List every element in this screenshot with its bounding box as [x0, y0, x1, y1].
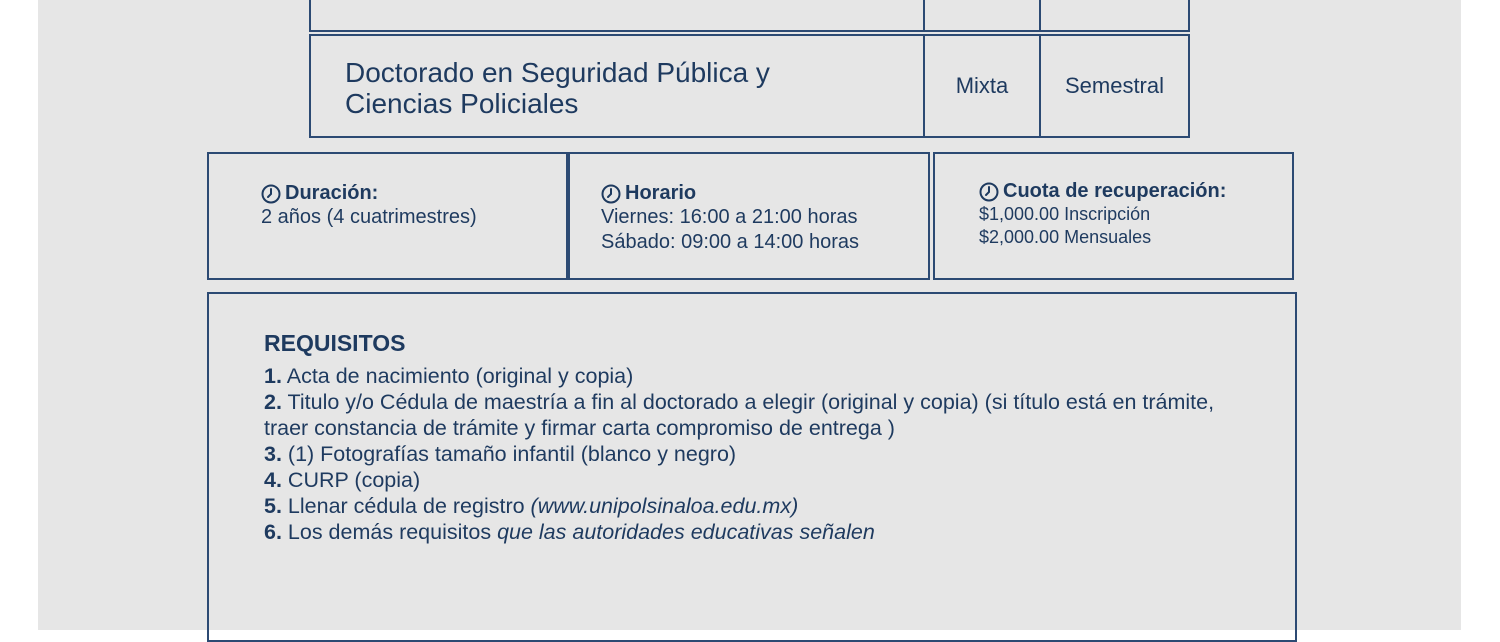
program-modality-cell — [923, 34, 1041, 138]
fee-line-1: $1,000.00 Inscripción — [979, 204, 1151, 224]
fee-title: Cuota de recuperación: — [1003, 180, 1227, 202]
list-item: 4. CURP (copia) — [264, 468, 421, 492]
prev-row-name-cell — [309, 0, 925, 32]
fee-box — [933, 152, 1294, 280]
prev-row-period-cell — [1039, 0, 1190, 32]
requirements-box — [207, 292, 1297, 642]
clock-icon — [979, 182, 999, 202]
program-period-cell — [1039, 34, 1190, 138]
list-item: 6. Los demás requisitos que las autoridades educativas señalen — [264, 520, 875, 544]
schedule-line-1: Viernes: 16:00 a 21:00 horas — [601, 206, 858, 228]
prev-row-modality-cell — [923, 0, 1041, 32]
requirements-title: REQUISITOS — [264, 330, 406, 356]
duration-value: 2 años (4 cuatrimestres) — [261, 206, 477, 228]
program-name-cell — [309, 34, 925, 138]
list-item: 3. (1) Fotografías tamaño infantil (blanco y negro) — [264, 442, 737, 466]
program-period: Semestral — [1064, 73, 1165, 98]
clock-icon — [261, 184, 281, 204]
list-item: 5. Llenar cédula de registro (www.unipolsinaloa.edu.mx) — [264, 494, 799, 518]
list-item: 2. Titulo y/o Cédula de maestría a fin al doctorado a elegir (original y copia) (si título está en trámite, traer constancia de trámite y firmar carta compromiso de entrega ) — [264, 390, 1215, 440]
duration-title: Duración: — [285, 182, 379, 204]
list-item: 1. Acta de nacimiento (original y copia) — [264, 364, 634, 388]
schedule-box — [568, 152, 930, 280]
requirements-list — [264, 363, 1224, 545]
schedule-title: Horario — [625, 182, 697, 204]
duration-box — [207, 152, 568, 280]
schedule-line-2: Sábado: 09:00 a 14:00 horas — [601, 231, 859, 253]
program-modality: Mixta — [955, 73, 1009, 98]
clock-icon — [601, 184, 621, 204]
fee-line-2: $2,000.00 Mensuales — [979, 227, 1152, 247]
program-name: Doctorado en Seguridad Pública y Ciencias Policiales — [345, 57, 770, 119]
